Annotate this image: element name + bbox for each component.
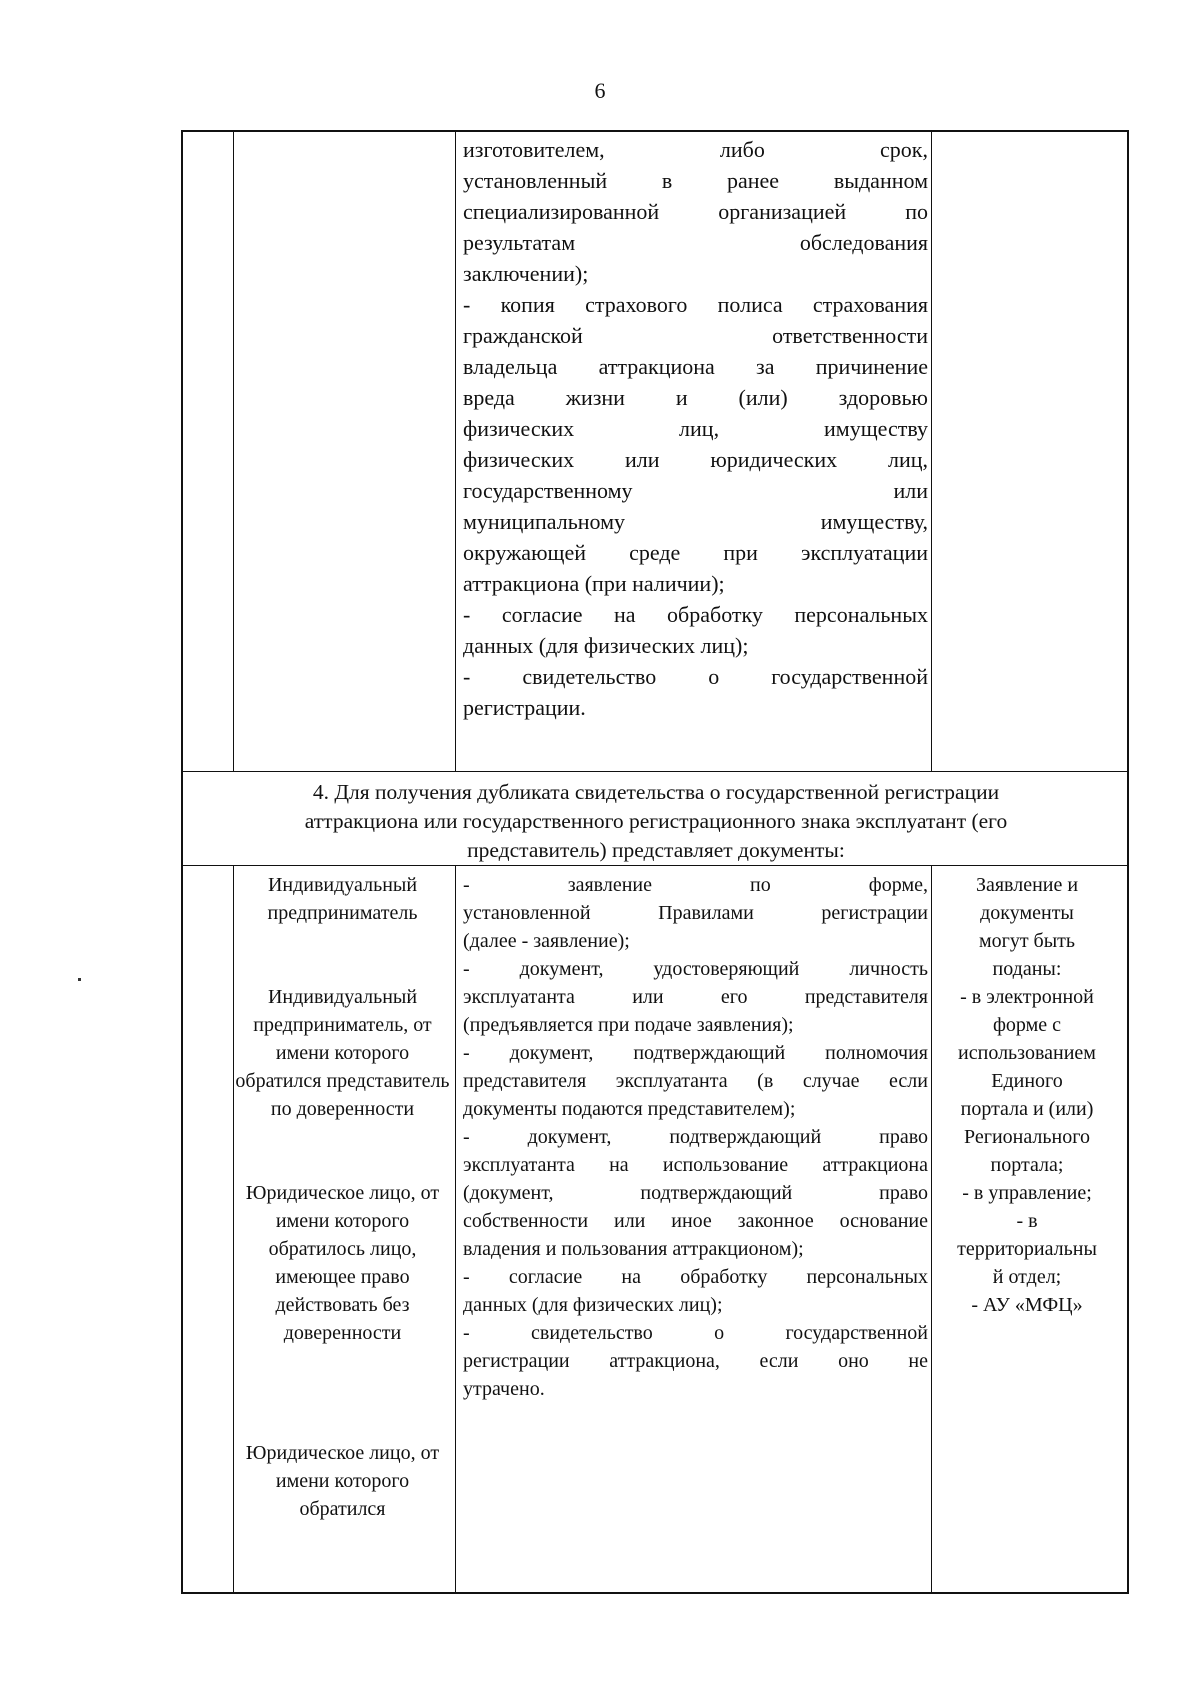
submission-channels-cell: [937, 871, 1117, 1319]
text-line: эксплуатанта или его представителя: [463, 986, 928, 1008]
text-line: изготовителем, либо срок,: [463, 137, 928, 162]
table-border-top: [181, 130, 1129, 132]
text-line: портала;: [990, 1154, 1064, 1176]
text-line: - копия страхового полиса страхования: [463, 292, 928, 317]
text-line: данных (для физических лиц);: [463, 633, 749, 658]
continued-documents-cell: [463, 134, 928, 723]
applicant-type: Юридическое лицо, от имени которого обратился: [245, 1442, 440, 1520]
text-line: - в электронной: [960, 986, 1094, 1008]
text-line: - свидетельство о государственной: [463, 664, 928, 689]
text-line: - согласие на обработку персональных: [463, 602, 928, 627]
text-line: владения и пользования аттракционом);: [463, 1238, 804, 1260]
text-line: владельца аттракциона за причинение: [463, 354, 928, 379]
text-line: регистрации.: [463, 695, 586, 720]
applicant-types-cell: [235, 871, 450, 1523]
text-line: - в управление;: [962, 1182, 1092, 1204]
text-line: - документ, подтверждающий полномочия: [463, 1042, 928, 1064]
text-line: портала и (или): [960, 1098, 1094, 1120]
text-line: регистрации аттракциона, если оно не: [463, 1350, 928, 1372]
text-line: муниципальному имуществу,: [463, 509, 928, 534]
text-line: аттракциона (при наличии);: [463, 571, 725, 596]
row-divider-2: [181, 865, 1129, 866]
text-line: собственности или иное законное основание: [463, 1210, 928, 1232]
text-line: результатам обследования: [463, 230, 928, 255]
text-line: использованием: [958, 1042, 1096, 1064]
text-line: Регионального: [964, 1126, 1090, 1148]
text-line: установленной Правилами регистрации: [463, 902, 928, 924]
text-line: поданы:: [992, 958, 1062, 980]
scan-speck: [78, 978, 81, 981]
text-line: - в: [1016, 1210, 1038, 1232]
text-line: - документ, удостоверяющий личность: [463, 958, 928, 980]
text-line: документы: [980, 902, 1074, 924]
text-line: государственному или: [463, 478, 928, 503]
text-line: данных (для физических лиц);: [463, 1294, 723, 1316]
col-divider-1-top: [233, 130, 234, 771]
text-line: могут быть: [978, 930, 1076, 952]
text-line: - свидетельство о государственной: [463, 1322, 928, 1344]
text-line: территориальны: [957, 1238, 1097, 1260]
text-line: (документ, подтверждающий право: [463, 1182, 928, 1204]
text-line: Единого: [991, 1070, 1063, 1092]
text-line: - согласие на обработку персональных: [463, 1266, 928, 1288]
applicant-type: Индивидуальный предприниматель, от имени которого обратился представитель по доверенности: [235, 986, 450, 1120]
text-line: (предъявляется при подаче заявления);: [463, 1014, 794, 1036]
table-border-bottom: [181, 1592, 1129, 1594]
col-divider-2-bottom: [455, 866, 456, 1594]
text-line: установленный в ранее выданном: [463, 168, 928, 193]
text-line: представителя эксплуатанта (в случае если: [463, 1070, 928, 1092]
col-divider-3-bottom: [931, 866, 932, 1594]
text-line: гражданской ответственности: [463, 323, 928, 348]
text-line: заключении);: [463, 261, 589, 286]
text-line: окружающей среде при эксплуатации: [463, 540, 928, 565]
text-line: - АУ «МФЦ»: [971, 1294, 1083, 1316]
heading-line: аттракциона или государственного регистрационного знака эксплуатант (его: [304, 809, 1008, 833]
heading-line: 4. Для получения дубликата свидетельства о государственной регистрации: [312, 780, 1000, 804]
required-documents-cell: [463, 871, 928, 1403]
applicant-type: Индивидуальный предприниматель: [267, 874, 418, 924]
col-divider-1-bottom: [233, 866, 234, 1594]
text-line: форме с: [992, 1014, 1062, 1036]
applicant-type: Юридическое лицо, от имени которого обратилось лицо, имеющее право действовать без доверенности: [245, 1182, 440, 1344]
text-line: (далее - заявление);: [463, 930, 630, 952]
text-line: Заявление и: [975, 874, 1079, 896]
row-divider-1: [181, 771, 1129, 772]
col-divider-3-top: [931, 130, 932, 771]
text-line: специализированной организацией по: [463, 199, 928, 224]
col-divider-2-top: [455, 130, 456, 771]
text-line: физических или юридических лиц,: [463, 447, 928, 472]
page-number: 6: [594, 78, 606, 103]
text-line: й отдел;: [992, 1266, 1062, 1288]
section-4-heading: [183, 778, 1129, 865]
text-line: утрачено.: [463, 1378, 545, 1400]
heading-line: представитель) представляет документы:: [467, 838, 845, 862]
text-line: - документ, подтверждающий право: [463, 1126, 928, 1148]
text-line: физических лиц, имуществу: [463, 416, 928, 441]
text-line: эксплуатанта на использование аттракциона: [463, 1154, 928, 1176]
text-line: вреда жизни и (или) здоровью: [463, 385, 928, 410]
text-line: - заявление по форме,: [463, 874, 928, 896]
text-line: документы подаются представителем);: [463, 1098, 796, 1120]
